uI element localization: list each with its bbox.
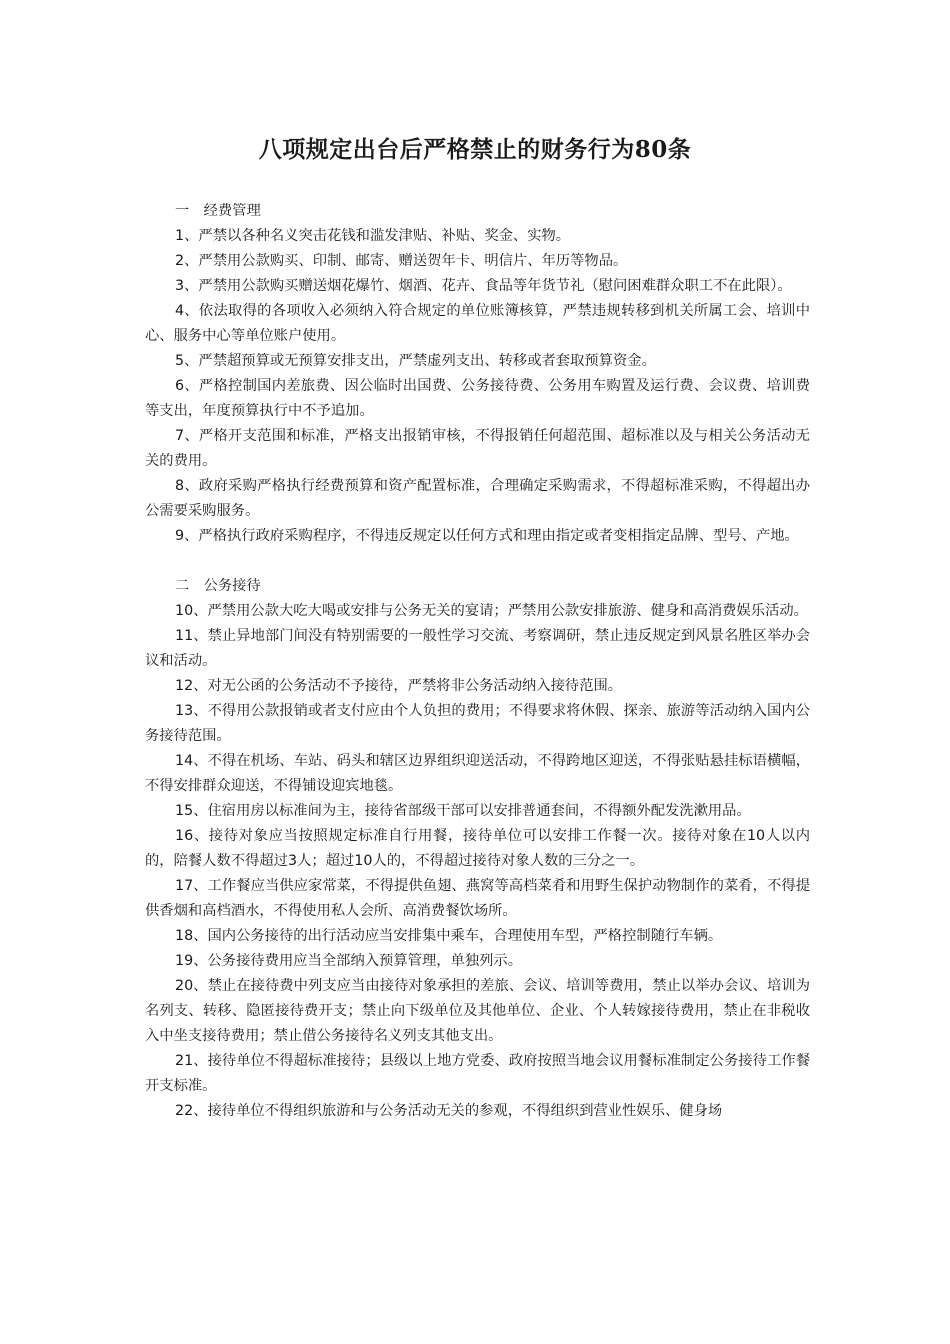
list-item: 20、禁止在接待费中列支应当由接待对象承担的差旅、会议、培训等费用，禁止以举办会议、培训为名列支、转移、隐匿接待费开支；禁止向下级单位及其他单位、企业、个人转嫁接待费用，禁止在非税收入中坐支接待费用；禁止借公务接待名义列支其他支出。 [145, 978, 810, 1044]
list-item: 11、禁止异地部门间没有特别需要的一般性学习交流、考察调研，禁止违反规定到风景名胜区举办会议和活动。 [145, 628, 810, 669]
list-item: 1、严禁以各种名义突击花钱和滥发津贴、补贴、奖金、实物。 [175, 228, 571, 244]
list-item: 22、接待单位不得组织旅游和与公务活动无关的参观，不得组织到营业性娱乐、健身场 [175, 1103, 723, 1119]
section-heading: 一 经费管理 [175, 203, 261, 219]
list-item: 16、接待对象应当按照规定标准自行用餐，接待单位可以安排工作餐一次。接待对象在10人以内的，陪餐人数不得超过3人；超过10人的，不得超过接待对象人数的三分之一。 [145, 828, 810, 869]
list-item: 7、严格开支范围和标准，严格支出报销审核，不得报销任何超范围、超标准以及与相关公务活动无关的费用。 [145, 428, 810, 469]
section-heading: 二 公务接待 [175, 578, 261, 594]
list-item: 5、严禁超预算或无预算安排支出，严禁虚列支出、转移或者套取预算资金。 [175, 353, 656, 369]
list-item: 9、严格执行政府采购程序，不得违反规定以任何方式和理由指定或者变相指定品牌、型号、产地。 [175, 528, 799, 544]
section-reception [145, 574, 810, 1124]
list-item: 19、公务接待费用应当全部纳入预算管理，单独列示。 [175, 953, 523, 969]
list-item: 14、不得在机场、车站、码头和辖区边界组织迎送活动，不得跨地区迎送，不得张贴悬挂标语横幅，不得安排群众迎送，不得铺设迎宾地毯。 [145, 753, 810, 794]
list-item: 4、依法取得的各项收入必须纳入符合规定的单位账簿核算，严禁违规转移到机关所属工会、培训中心、服务中心等单位账户使用。 [145, 303, 810, 344]
section-funding [145, 199, 810, 549]
list-item: 12、对无公函的公务活动不予接待，严禁将非公务活动纳入接待范围。 [175, 678, 623, 694]
list-item: 6、严格控制国内差旅费、因公临时出国费、公务接待费、公务用车购置及运行费、会议费、培训费等支出，年度预算执行中不予追加。 [145, 378, 810, 419]
list-item: 15、住宿用房以标准间为主，接待省部级干部可以安排普通套间，不得额外配发洗漱用品。 [175, 803, 751, 819]
list-item: 3、严禁用公款购买赠送烟花爆竹、烟酒、花卉、食品等年货节礼（慰问困难群众职工不在此限）。 [175, 278, 792, 294]
section-spacer [145, 549, 810, 574]
document-body [145, 199, 810, 1124]
list-item: 13、不得用公款报销或者支付应由个人负担的费用；不得要求将休假、探亲、旅游等活动纳入国内公务接待范围。 [145, 703, 810, 744]
list-item: 21、接待单位不得超标准接待；县级以上地方党委、政府按照当地会议用餐标准制定公务接待工作餐开支标准。 [145, 1053, 810, 1094]
list-item: 2、严禁用公款购买、印制、邮寄、赠送贺年卡、明信片、年历等物品。 [175, 253, 628, 269]
list-item: 10、严禁用公款大吃大喝或安排与公务无关的宴请；严禁用公款安排旅游、健身和高消费娱乐活动。 [175, 603, 808, 619]
list-item: 8、政府采购严格执行经费预算和资产配置标准，合理确定采购需求，不得超标准采购，不得超出办公需要采购服务。 [145, 478, 810, 519]
list-item: 17、工作餐应当供应家常菜，不得提供鱼翅、燕窝等高档菜肴和用野生保护动物制作的菜肴，不得提供香烟和高档酒水，不得使用私人会所、高消费餐饮场所。 [145, 878, 810, 919]
list-item: 18、国内公务接待的出行活动应当安排集中乘车，合理使用车型，严格控制随行车辆。 [175, 928, 723, 944]
document-title: 八项规定出台后严格禁止的财务行为80条 [258, 136, 692, 163]
